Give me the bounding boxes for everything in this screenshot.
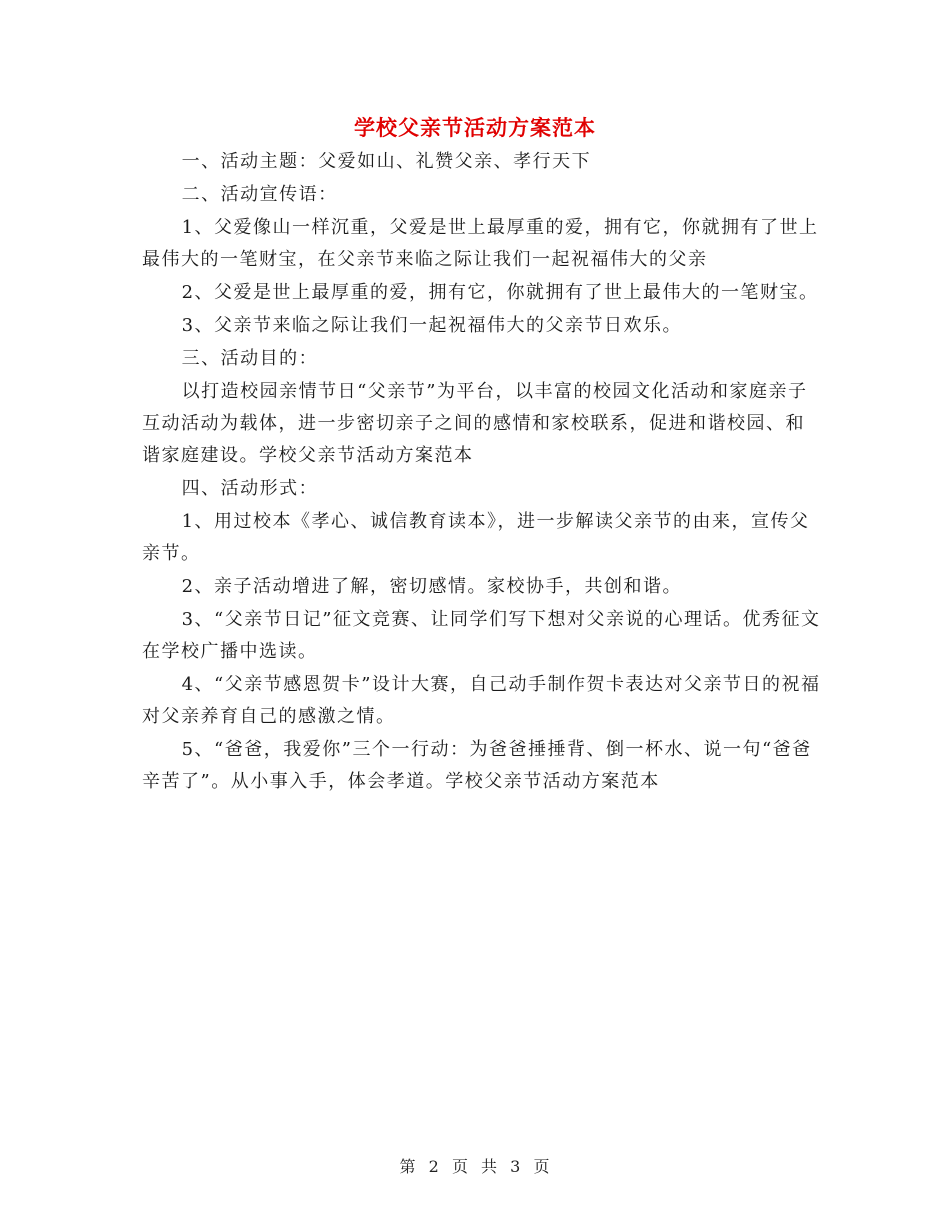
page-footer — [0, 1154, 950, 1177]
paragraph-slogan-2: 2、父爱是世上最厚重的爱，拥有它，你就拥有了世上最伟大的一笔财宝。 — [181, 282, 819, 303]
footer-prefix: 第 — [399, 1157, 417, 1176]
document-title: 学校父亲节活动方案范本 — [354, 116, 596, 140]
paragraph-purpose: 以打造校园亲情节日“父亲节”为平台，以丰富的校园文化活动和家庭亲子互动活动为载体，进一步密切亲子之间的感情和家校联系，促进和谐校园、和谐家庭建设。学校父亲节活动方案范本 — [142, 381, 808, 466]
footer-total-pages: 3 — [510, 1157, 522, 1176]
paragraph-purpose-heading: 三、活动目的： — [181, 348, 319, 369]
paragraph-slogan-heading: 二、活动宣传语： — [181, 184, 338, 205]
paragraph-format-heading: 四、活动形式： — [181, 478, 319, 499]
paragraph-slogan-3: 3、父亲节来临之际让我们一起祝福伟大的父亲节日欢乐。 — [181, 315, 683, 336]
footer-page-number: 2 — [428, 1157, 440, 1176]
paragraph-theme: 一、活动主题：父爱如山、礼赞父亲、孝行天下 — [181, 151, 592, 172]
footer-total-prefix: 共 — [481, 1157, 499, 1176]
footer-page-unit: 页 — [451, 1157, 469, 1176]
paragraph-format-1: 1、用过校本《孝心、诚信教育读本》，进一步解读父亲节的由来，宣传父亲节。 — [142, 511, 810, 564]
footer-total-unit: 页 — [533, 1157, 551, 1176]
paragraph-format-2: 2、亲子活动增进了解，密切感情。家校协手，共创和谐。 — [181, 576, 683, 597]
paragraph-slogan-1: 1、父爱像山一样沉重，父爱是世上最厚重的爱，拥有它，你就拥有了世上最伟大的一笔财宝，在父亲节来临之际让我们一起祝福伟大的父亲 — [142, 217, 819, 270]
paragraph-format-3: 3、“父亲节日记”征文竞赛、让同学们写下想对父亲说的心理话。优秀征文在学校广播中选读。 — [142, 609, 821, 662]
paragraph-format-5: 5、“爸爸，我爱你”三个一行动：为爸爸捶捶背、倒一杯水、说一句“爸爸辛苦了”。从小事入手，体会孝道。学校父亲节活动方案范本 — [142, 739, 812, 792]
paragraph-format-4: 4、“父亲节感恩贺卡”设计大赛，自己动手制作贺卡表达对父亲节日的祝福对父亲养育自己的感激之情。 — [142, 674, 821, 727]
document-body — [142, 146, 822, 798]
